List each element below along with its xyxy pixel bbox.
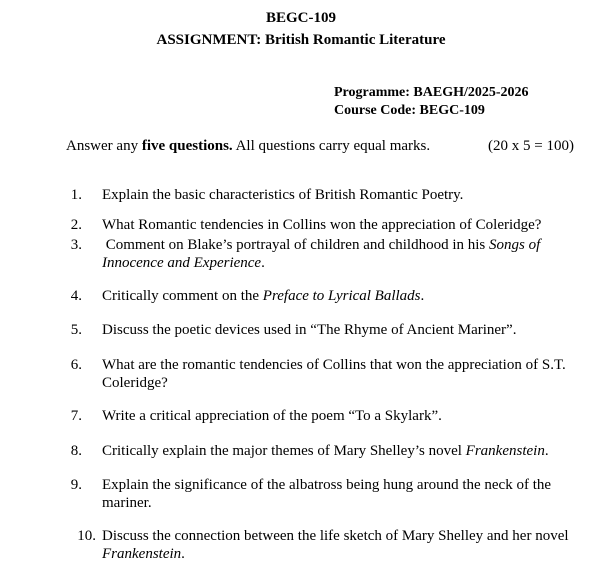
programme-line: Programme: BAEGH/2025-2026 <box>334 85 529 100</box>
question-text: Write a critical appreciation of the poem “To a Skylark”. <box>102 408 442 424</box>
instructions <box>66 137 430 155</box>
question-text: Comment on Blake’s portrayal of children and childhood in his Songs of Innocence and Experience. <box>102 237 545 271</box>
total-marks: (20 x 5 = 100) <box>488 138 574 154</box>
question-text: Discuss the poetic devices used in “The Rhyme of Ancient Mariner”. <box>102 322 517 338</box>
question-text: Critically comment on the Preface to Lyrical Ballads. <box>102 288 425 304</box>
instructions-suffix: All questions carry equal marks. <box>232 138 431 154</box>
question-number: 9. <box>70 477 82 493</box>
question-number: 10. <box>77 528 96 544</box>
question-number: 3. <box>70 237 82 253</box>
question-number: 8. <box>70 443 82 459</box>
question-text: What Romantic tendencies in Collins won the appreciation of Coleridge? <box>102 217 542 233</box>
course-code-heading: BEGC-109 <box>265 10 336 26</box>
question-number: 4. <box>70 288 82 304</box>
question-text: Discuss the connection between the life sketch of Mary Shelley and her novel Frankenstein. <box>102 528 569 562</box>
question-number: 2. <box>70 217 82 233</box>
question-number: 7. <box>70 408 82 424</box>
instructions-prefix: Answer any <box>66 138 142 154</box>
question-number: 6. <box>70 357 82 373</box>
question-text: What are the romantic tendencies of Collins that won the appreciation of S.T. Coleridge? <box>102 357 566 391</box>
question-number: 1. <box>70 187 82 203</box>
instructions-bold: five questions. <box>141 138 233 154</box>
question-number: 5. <box>70 322 82 338</box>
course-code-line: Course Code: BEGC-109 <box>334 103 485 118</box>
question-text: Critically explain the major themes of Mary Shelley’s novel Frankenstein. <box>102 443 549 459</box>
assignment-title: ASSIGNMENT: British Romantic Literature <box>156 32 446 48</box>
question-text: Explain the significance of the albatross being hung around the neck of the mariner. <box>102 477 552 511</box>
question-text: Explain the basic characteristics of British Romantic Poetry. <box>102 187 464 203</box>
